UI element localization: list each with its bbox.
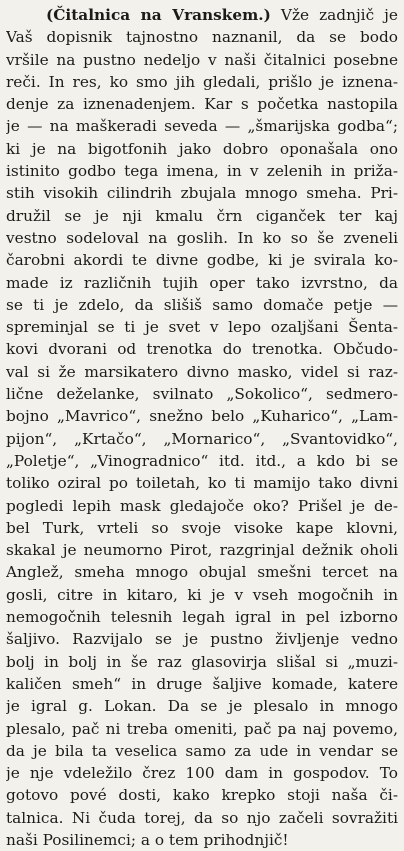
article-line-1	[6, 4, 398, 26]
article-column	[6, 4, 398, 851]
article-line-36: gotovo pové dosti, kako krepko stoji naša či-	[6, 786, 398, 805]
article-line-6: je — na maškeradi seveda — „šmarijska godba“;	[6, 117, 398, 136]
article-line-17: val si že marsikatero divno masko, videl si raz-	[6, 362, 398, 381]
article-line-4: reči. In res, ko smo jih gledali, prišlo je iznena-	[6, 72, 398, 91]
article-line-16: kovi dvorani od trenotka do trenotka. Občudo-	[6, 340, 398, 359]
article-line-25: skakal je neumorno Pirot, razgrinjal dežnik oholi	[6, 541, 398, 560]
article-line-3: vršile na pustno nedeljo v naši čitalnici posebne	[6, 50, 398, 69]
article-line-12: čarobni akordi te divne godbe, ki je svirala ko-	[6, 251, 398, 270]
article-line-31: kaličen smeh“ in druge šaljive komade, katere	[6, 674, 398, 693]
article-line-32: je igral g. Lokan. Da se je plesalo in mnogo	[6, 697, 398, 716]
article-line-8: istinito godbo tega imena, in v zelenih in priža-	[6, 162, 398, 181]
article-line-30: bolj in bolj in še raz glasovirja slišal si „muzi-	[6, 652, 398, 671]
article-line-10: družil se je nji kmalu črn ciganček ter kaj	[6, 206, 398, 225]
article-line-26: Anglež, smeha mnogo obujal smešni tercet na	[6, 563, 398, 582]
article-line-24: bel Turk, vrteli so svoje visoke kape klovni,	[6, 518, 398, 537]
article-line-23: pogledi lepih mask gledajoče oko? Prišel je de-	[6, 496, 398, 515]
article-line-5: denje za iznenadenjem. Kar s početka nastopila	[6, 95, 398, 114]
article-line-18: lične deželanke, svilnato „Sokolico“, sedmero-	[6, 385, 398, 404]
article-line-34: da je bila ta veselica samo za ude in vendar se	[6, 741, 398, 760]
article-line-28: nemogočnih telesnih legah igral in pel izborno	[6, 608, 398, 627]
article-line-20: pijon“, „Krtačo“, „Mornarico“, „Svantovidko“,	[6, 429, 398, 448]
article-line-9: stih visokih cilindrih zbujala mnogo smeha. Pri-	[6, 184, 398, 203]
article-line-38: naši Posilinemci; a o tem prihodnjič!	[6, 830, 289, 849]
article-line-13: made iz različnih tujih oper tako izvrstno, da	[6, 273, 398, 292]
article-first-line-text: Vže zadnjič je	[280, 6, 398, 24]
article-line-37: talnica. Ni čuda torej, da so njo začeli sovražiti	[6, 808, 398, 827]
article-line-21: „Poletje“, „Vinogradnico“ itd. itd., a kdo bi se	[6, 451, 398, 470]
article-line-29: šaljivo. Razvijalo se je pustno življenje vedno	[6, 630, 398, 649]
article-line-2: Vaš dopisnik tajnostno naznanil, da se bodo	[6, 28, 398, 47]
article-line-22: toliko oziral po toiletah, ko ti mamijo tako divni	[6, 474, 398, 493]
article-heading: (Čitalnica na Vranskem.)	[46, 6, 271, 24]
article-line-27: gosli, citre in kitaro, ki je v vseh mogočnih in	[6, 585, 398, 604]
article-line-14: se ti je zdelo, da slišiš samo domače petje —	[6, 295, 398, 314]
article-line-7: ki je na bigotfonih jako dobro oponašala ono	[6, 139, 398, 158]
article-line-15: spreminjal se ti je svet v lepo ozaljšani Šenta-	[6, 318, 398, 337]
article-line-19: bojno „Mavrico“, snežno belo „Kuharico“, „Lam-	[6, 407, 398, 426]
article-line-11: vestno sodeloval na goslih. In ko so še zveneli	[6, 228, 398, 247]
article-line-35: je nje vdeležilo črez 100 dam in gospodov. To	[6, 764, 398, 783]
article-line-33: plesalo, pač ni treba omeniti, pač pa naj povemo,	[6, 719, 398, 738]
